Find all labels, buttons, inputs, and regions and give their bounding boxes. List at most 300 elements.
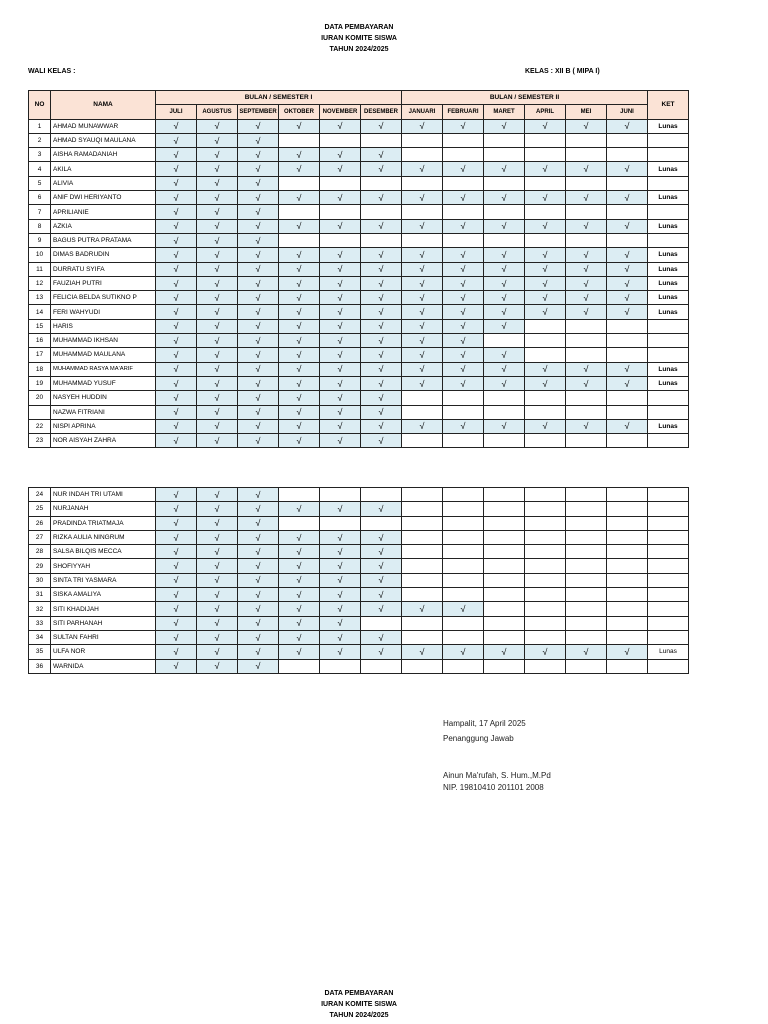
student-row: [29, 248, 689, 262]
paid-checkmark: √: [238, 291, 279, 305]
footer-line-2: IURAN KOMITE SISWA: [321, 1001, 397, 1008]
paid-checkmark: √: [402, 319, 443, 333]
paid-checkmark: √: [361, 573, 402, 587]
paid-checkmark: √: [238, 176, 279, 190]
paid-checkmark: √: [279, 616, 320, 630]
paid-checkmark: √: [525, 305, 566, 319]
paid-checkmark: √: [156, 376, 197, 390]
unpaid-cell: [525, 133, 566, 147]
paid-checkmark: √: [279, 291, 320, 305]
paid-checkmark: √: [566, 119, 607, 133]
status-ket: [648, 133, 689, 147]
unpaid-cell: [607, 502, 648, 516]
paid-checkmark: √: [197, 659, 238, 673]
student-name: MUHAMMAD IKHSAN: [51, 334, 156, 348]
unpaid-cell: [402, 176, 443, 190]
row-number: 28: [29, 545, 51, 559]
paid-checkmark: √: [156, 559, 197, 573]
paid-checkmark: √: [156, 588, 197, 602]
student-row: [29, 573, 689, 587]
unpaid-cell: [607, 616, 648, 630]
paid-checkmark: √: [566, 248, 607, 262]
paid-checkmark: √: [156, 248, 197, 262]
paid-checkmark: √: [361, 434, 402, 448]
row-number: 4: [29, 162, 51, 176]
unpaid-cell: [484, 488, 525, 502]
paid-checkmark: √: [279, 502, 320, 516]
student-row: [29, 148, 689, 162]
student-row: [29, 405, 689, 419]
paid-checkmark: √: [402, 262, 443, 276]
paid-checkmark: √: [443, 262, 484, 276]
unpaid-cell: [443, 434, 484, 448]
paid-checkmark: √: [156, 291, 197, 305]
status-ket: Lunas: [648, 419, 689, 433]
status-ket: [648, 148, 689, 162]
paid-checkmark: √: [320, 305, 361, 319]
paid-checkmark: √: [279, 191, 320, 205]
paid-checkmark: √: [238, 162, 279, 176]
unpaid-cell: [402, 559, 443, 573]
paid-checkmark: √: [566, 191, 607, 205]
paid-checkmark: √: [361, 305, 402, 319]
status-ket: Lunas: [648, 219, 689, 233]
paid-checkmark: √: [197, 645, 238, 659]
row-number: 18: [29, 362, 51, 376]
unpaid-cell: [484, 659, 525, 673]
status-ket: [648, 233, 689, 247]
paid-checkmark: √: [320, 559, 361, 573]
month-header: MEI: [566, 105, 607, 119]
paid-checkmark: √: [238, 559, 279, 573]
semester-2-header: BULAN / SEMESTER II: [402, 91, 648, 105]
paid-checkmark: √: [320, 645, 361, 659]
paid-checkmark: √: [361, 362, 402, 376]
unpaid-cell: [361, 488, 402, 502]
student-name: SINTA TRI YASMARA: [51, 573, 156, 587]
paid-checkmark: √: [320, 191, 361, 205]
paid-checkmark: √: [156, 630, 197, 644]
paid-checkmark: √: [607, 248, 648, 262]
unpaid-cell: [443, 391, 484, 405]
payment-table-2: [28, 487, 689, 674]
paid-checkmark: √: [279, 305, 320, 319]
unpaid-cell: [402, 545, 443, 559]
paid-checkmark: √: [238, 502, 279, 516]
student-row: [29, 630, 689, 644]
paid-checkmark: √: [361, 559, 402, 573]
month-header: AGUSTUS: [197, 105, 238, 119]
paid-checkmark: √: [443, 119, 484, 133]
student-row: [29, 419, 689, 433]
unpaid-cell: [402, 530, 443, 544]
unpaid-cell: [525, 530, 566, 544]
status-ket: Lunas: [648, 645, 689, 659]
student-row: [29, 162, 689, 176]
unpaid-cell: [484, 434, 525, 448]
unpaid-cell: [484, 405, 525, 419]
unpaid-cell: [566, 319, 607, 333]
row-number: 23: [29, 434, 51, 448]
paid-checkmark: √: [320, 148, 361, 162]
col-nama-header: NAMA: [51, 91, 156, 120]
student-name: MUHAMMAD MAULANA: [51, 348, 156, 362]
unpaid-cell: [402, 573, 443, 587]
payment-table-1: [28, 90, 689, 448]
student-name: NUR INDAH TRI UTAMI: [51, 488, 156, 502]
paid-checkmark: √: [566, 219, 607, 233]
unpaid-cell: [607, 205, 648, 219]
unpaid-cell: [525, 348, 566, 362]
unpaid-cell: [484, 573, 525, 587]
paid-checkmark: √: [279, 530, 320, 544]
unpaid-cell: [525, 391, 566, 405]
paid-checkmark: √: [156, 545, 197, 559]
unpaid-cell: [402, 616, 443, 630]
paid-checkmark: √: [525, 119, 566, 133]
paid-checkmark: √: [566, 645, 607, 659]
paid-checkmark: √: [443, 248, 484, 262]
paid-checkmark: √: [238, 419, 279, 433]
student-row: [29, 191, 689, 205]
paid-checkmark: √: [238, 434, 279, 448]
status-ket: [648, 502, 689, 516]
paid-checkmark: √: [197, 405, 238, 419]
unpaid-cell: [607, 530, 648, 544]
unpaid-cell: [484, 559, 525, 573]
status-ket: [648, 559, 689, 573]
paid-checkmark: √: [197, 434, 238, 448]
paid-checkmark: √: [320, 616, 361, 630]
month-header: OKTOBER: [279, 105, 320, 119]
paid-checkmark: √: [484, 248, 525, 262]
paid-checkmark: √: [443, 362, 484, 376]
paid-checkmark: √: [279, 376, 320, 390]
paid-checkmark: √: [156, 148, 197, 162]
unpaid-cell: [361, 659, 402, 673]
unpaid-cell: [607, 545, 648, 559]
paid-checkmark: √: [238, 348, 279, 362]
unpaid-cell: [484, 545, 525, 559]
status-ket: [648, 405, 689, 419]
paid-checkmark: √: [361, 502, 402, 516]
row-number: 19: [29, 376, 51, 390]
paid-checkmark: √: [197, 545, 238, 559]
paid-checkmark: √: [361, 588, 402, 602]
paid-checkmark: √: [361, 419, 402, 433]
student-row: [29, 233, 689, 247]
row-number: 13: [29, 291, 51, 305]
paid-checkmark: √: [484, 348, 525, 362]
unpaid-cell: [607, 573, 648, 587]
paid-checkmark: √: [156, 659, 197, 673]
paid-checkmark: √: [443, 602, 484, 616]
paid-checkmark: √: [279, 391, 320, 405]
student-name: DIMAS BADRUDIN: [51, 248, 156, 262]
row-number: 7: [29, 205, 51, 219]
student-row: [29, 276, 689, 290]
paid-checkmark: √: [238, 545, 279, 559]
unpaid-cell: [443, 405, 484, 419]
paid-checkmark: √: [607, 419, 648, 433]
row-number: 25: [29, 502, 51, 516]
unpaid-cell: [607, 434, 648, 448]
unpaid-cell: [607, 559, 648, 573]
paid-checkmark: √: [361, 602, 402, 616]
unpaid-cell: [443, 588, 484, 602]
unpaid-cell: [484, 334, 525, 348]
paid-checkmark: √: [361, 276, 402, 290]
unpaid-cell: [320, 233, 361, 247]
unpaid-cell: [525, 545, 566, 559]
row-number: 15: [29, 319, 51, 333]
student-name: ANIF DWI HERIYANTO: [51, 191, 156, 205]
paid-checkmark: √: [156, 516, 197, 530]
unpaid-cell: [443, 573, 484, 587]
paid-checkmark: √: [156, 348, 197, 362]
paid-checkmark: √: [197, 119, 238, 133]
row-number: 8: [29, 219, 51, 233]
unpaid-cell: [525, 334, 566, 348]
paid-checkmark: √: [238, 602, 279, 616]
student-row: [29, 376, 689, 390]
paid-checkmark: √: [443, 419, 484, 433]
paid-checkmark: √: [197, 502, 238, 516]
paid-checkmark: √: [320, 502, 361, 516]
unpaid-cell: [566, 559, 607, 573]
paid-checkmark: √: [607, 262, 648, 276]
paid-checkmark: √: [443, 291, 484, 305]
paid-checkmark: √: [238, 659, 279, 673]
unpaid-cell: [607, 348, 648, 362]
unpaid-cell: [484, 176, 525, 190]
unpaid-cell: [607, 405, 648, 419]
paid-checkmark: √: [197, 291, 238, 305]
student-name: AKILA: [51, 162, 156, 176]
unpaid-cell: [443, 133, 484, 147]
unpaid-cell: [484, 630, 525, 644]
student-name: AHMAD SYAUQI MAULANA: [51, 133, 156, 147]
unpaid-cell: [566, 573, 607, 587]
unpaid-cell: [279, 133, 320, 147]
status-ket: [648, 516, 689, 530]
paid-checkmark: √: [320, 119, 361, 133]
unpaid-cell: [566, 502, 607, 516]
paid-checkmark: √: [197, 376, 238, 390]
paid-checkmark: √: [484, 305, 525, 319]
row-number: 24: [29, 488, 51, 502]
paid-checkmark: √: [566, 362, 607, 376]
unpaid-cell: [361, 233, 402, 247]
paid-checkmark: √: [197, 419, 238, 433]
row-number: 11: [29, 262, 51, 276]
status-ket: Lunas: [648, 248, 689, 262]
unpaid-cell: [279, 659, 320, 673]
student-row: [29, 645, 689, 659]
paid-checkmark: √: [238, 573, 279, 587]
unpaid-cell: [484, 588, 525, 602]
student-name: DURRATU SYIFA: [51, 262, 156, 276]
status-ket: [648, 659, 689, 673]
unpaid-cell: [402, 659, 443, 673]
student-row: [29, 334, 689, 348]
unpaid-cell: [525, 602, 566, 616]
unpaid-cell: [566, 133, 607, 147]
unpaid-cell: [320, 488, 361, 502]
unpaid-cell: [402, 502, 443, 516]
paid-checkmark: √: [238, 645, 279, 659]
student-row: [29, 176, 689, 190]
unpaid-cell: [525, 319, 566, 333]
paid-checkmark: √: [156, 305, 197, 319]
paid-checkmark: √: [566, 262, 607, 276]
paid-checkmark: √: [279, 573, 320, 587]
paid-checkmark: √: [484, 645, 525, 659]
unpaid-cell: [402, 205, 443, 219]
paid-checkmark: √: [197, 391, 238, 405]
student-name: SULTAN FAHRI: [51, 630, 156, 644]
paid-checkmark: √: [197, 191, 238, 205]
student-row: [29, 616, 689, 630]
unpaid-cell: [402, 405, 443, 419]
paid-checkmark: √: [443, 276, 484, 290]
paid-checkmark: √: [197, 516, 238, 530]
col-ket-header: KET: [648, 91, 689, 120]
wali-kelas-label: WALI KELAS :: [28, 68, 76, 75]
paid-checkmark: √: [279, 119, 320, 133]
paid-checkmark: √: [320, 362, 361, 376]
status-ket: [648, 348, 689, 362]
month-header: APRIL: [525, 105, 566, 119]
paid-checkmark: √: [320, 291, 361, 305]
paid-checkmark: √: [197, 148, 238, 162]
paid-checkmark: √: [238, 588, 279, 602]
paid-checkmark: √: [484, 262, 525, 276]
row-number: 33: [29, 616, 51, 630]
paid-checkmark: √: [238, 119, 279, 133]
paid-checkmark: √: [238, 334, 279, 348]
unpaid-cell: [566, 516, 607, 530]
paid-checkmark: √: [238, 148, 279, 162]
unpaid-cell: [484, 391, 525, 405]
col-no-header: NO: [29, 91, 51, 120]
unpaid-cell: [361, 176, 402, 190]
paid-checkmark: √: [361, 248, 402, 262]
paid-checkmark: √: [238, 248, 279, 262]
row-number: 34: [29, 630, 51, 644]
paid-checkmark: √: [156, 488, 197, 502]
unpaid-cell: [484, 502, 525, 516]
paid-checkmark: √: [197, 530, 238, 544]
month-header: DESEMBER: [361, 105, 402, 119]
status-ket: [648, 588, 689, 602]
unpaid-cell: [443, 530, 484, 544]
student-row: [29, 545, 689, 559]
title-line-3: TAHUN 2024/2025: [329, 46, 389, 53]
row-number: 14: [29, 305, 51, 319]
status-ket: Lunas: [648, 291, 689, 305]
paid-checkmark: √: [607, 376, 648, 390]
row-number: 1: [29, 119, 51, 133]
row-number: 32: [29, 602, 51, 616]
paid-checkmark: √: [279, 362, 320, 376]
paid-checkmark: √: [443, 334, 484, 348]
student-name: HARIS: [51, 319, 156, 333]
unpaid-cell: [525, 616, 566, 630]
paid-checkmark: √: [320, 630, 361, 644]
paid-checkmark: √: [361, 376, 402, 390]
paid-checkmark: √: [484, 291, 525, 305]
paid-checkmark: √: [607, 276, 648, 290]
paid-checkmark: √: [156, 219, 197, 233]
unpaid-cell: [279, 205, 320, 219]
paid-checkmark: √: [443, 162, 484, 176]
paid-checkmark: √: [156, 530, 197, 544]
paid-checkmark: √: [402, 162, 443, 176]
unpaid-cell: [443, 630, 484, 644]
paid-checkmark: √: [156, 434, 197, 448]
unpaid-cell: [320, 205, 361, 219]
student-row: [29, 305, 689, 319]
paid-checkmark: √: [607, 219, 648, 233]
unpaid-cell: [566, 530, 607, 544]
paid-checkmark: √: [484, 276, 525, 290]
paid-checkmark: √: [320, 588, 361, 602]
paid-checkmark: √: [156, 573, 197, 587]
unpaid-cell: [607, 176, 648, 190]
unpaid-cell: [361, 133, 402, 147]
row-number: 3: [29, 148, 51, 162]
paid-checkmark: √: [156, 162, 197, 176]
unpaid-cell: [566, 659, 607, 673]
paid-checkmark: √: [156, 362, 197, 376]
paid-checkmark: √: [320, 602, 361, 616]
unpaid-cell: [525, 588, 566, 602]
paid-checkmark: √: [156, 276, 197, 290]
paid-checkmark: √: [402, 602, 443, 616]
paid-checkmark: √: [525, 362, 566, 376]
paid-checkmark: √: [156, 205, 197, 219]
unpaid-cell: [566, 588, 607, 602]
unpaid-cell: [525, 233, 566, 247]
paid-checkmark: √: [525, 645, 566, 659]
student-name: SHOFIYYAH: [51, 559, 156, 573]
paid-checkmark: √: [402, 276, 443, 290]
paid-checkmark: √: [525, 262, 566, 276]
student-row: [29, 291, 689, 305]
unpaid-cell: [484, 516, 525, 530]
paid-checkmark: √: [197, 162, 238, 176]
unpaid-cell: [566, 348, 607, 362]
student-row: [29, 530, 689, 544]
paid-checkmark: √: [402, 419, 443, 433]
unpaid-cell: [607, 391, 648, 405]
paid-checkmark: √: [443, 219, 484, 233]
paid-checkmark: √: [361, 545, 402, 559]
paid-checkmark: √: [320, 405, 361, 419]
paid-checkmark: √: [525, 162, 566, 176]
unpaid-cell: [443, 488, 484, 502]
paid-checkmark: √: [279, 602, 320, 616]
status-ket: [648, 530, 689, 544]
student-row: [29, 219, 689, 233]
unpaid-cell: [402, 133, 443, 147]
paid-checkmark: √: [402, 362, 443, 376]
paid-checkmark: √: [197, 334, 238, 348]
paid-checkmark: √: [238, 488, 279, 502]
paid-checkmark: √: [402, 291, 443, 305]
paid-checkmark: √: [402, 219, 443, 233]
